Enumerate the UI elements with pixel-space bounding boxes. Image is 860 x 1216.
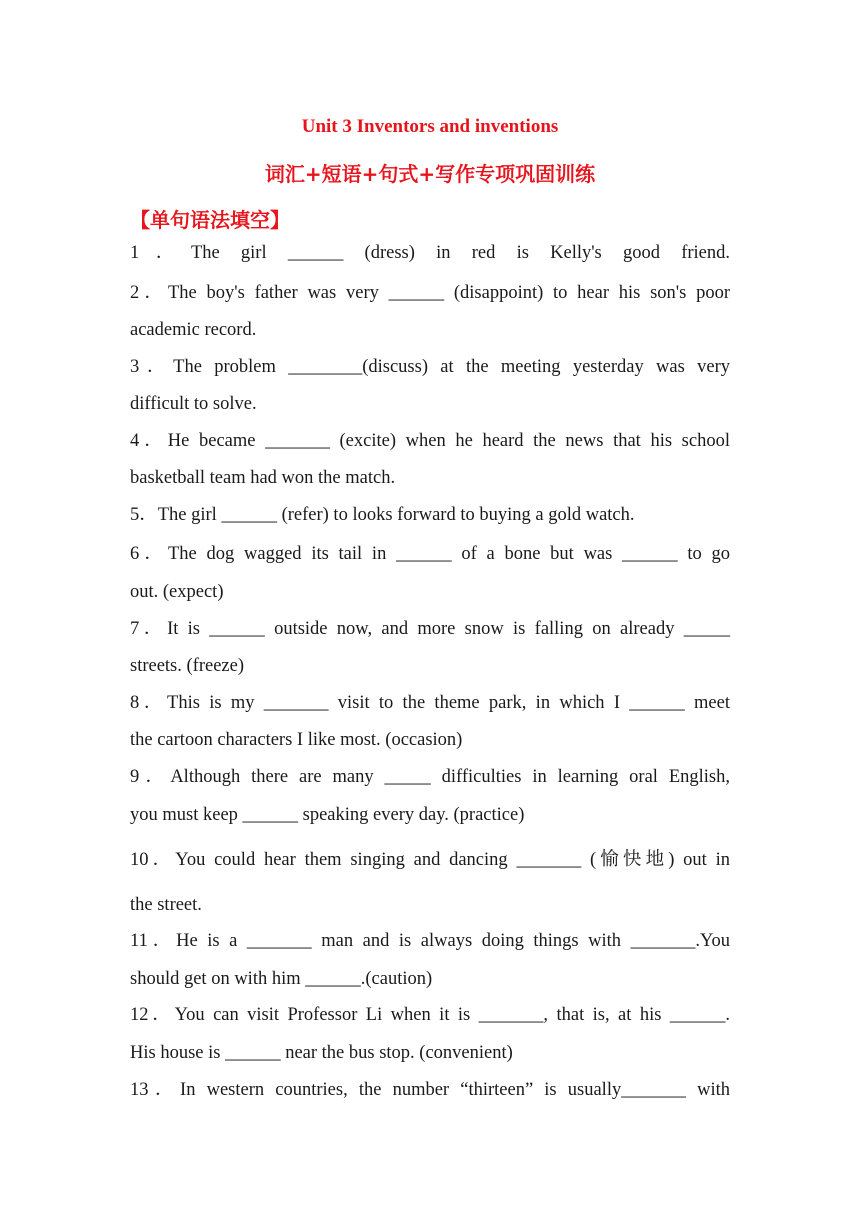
question-line: you must keep ______ speaking every day. (practice) <box>130 805 525 825</box>
question-line: 13．In western countries, the number “thirteen” is usually_______ with <box>130 1080 730 1100</box>
section-heading: 【单句语法填空】 <box>130 208 290 232</box>
question-line: 3．The problem ________(discuss) at the meeting yesterday was very <box>130 357 730 377</box>
question-line: the street. <box>130 895 202 915</box>
question-line: 1．The girl ______ (dress) in red is Kelly's good friend. <box>130 243 730 263</box>
question-line: 11．He is a _______ man and is always doing things with _______.You <box>130 931 730 951</box>
question-line: out. (expect) <box>130 582 224 602</box>
question-line: 7．It is ______ outside now, and more snow is falling on already _____ <box>130 619 730 639</box>
question-line: 9．Although there are many _____ difficulties in learning oral English, <box>130 767 730 787</box>
question-line: 4．He became _______ (excite) when he heard the news that his school <box>130 431 730 451</box>
question-line: 6．The dog wagged its tail in ______ of a bone but was ______ to go <box>130 544 730 564</box>
question-line: 12．You can visit Professor Li when it is _______, that is, at his ______. <box>130 1005 730 1025</box>
question-line: streets. (freeze) <box>130 656 244 676</box>
question-line: basketball team had won the match. <box>130 468 396 488</box>
question-line: the cartoon characters I like most. (occasion) <box>130 730 463 750</box>
question-line: 8．This is my _______ visit to the theme park, in which I ______ meet <box>130 693 730 713</box>
question-line: 2．The boy's father was very ______ (disappoint) to hear his son's poor <box>130 283 730 303</box>
document-subtitle: 词汇+短语+句式+写作专项巩固训练 <box>264 162 596 186</box>
question-line: difficult to solve. <box>130 394 257 414</box>
question-line: 5．The girl ______ (refer) to looks forward to buying a gold watch. <box>130 505 635 525</box>
document-title: Unit 3 Inventors and inventions <box>301 116 559 137</box>
question-line: should get on with him ______.(caution) <box>130 969 433 989</box>
question-line: academic record. <box>130 320 257 340</box>
question-line: 10．You could hear them singing and dancing _______ (愉快地) out in <box>130 850 730 870</box>
question-line: His house is ______ near the bus stop. (convenient) <box>130 1043 513 1063</box>
